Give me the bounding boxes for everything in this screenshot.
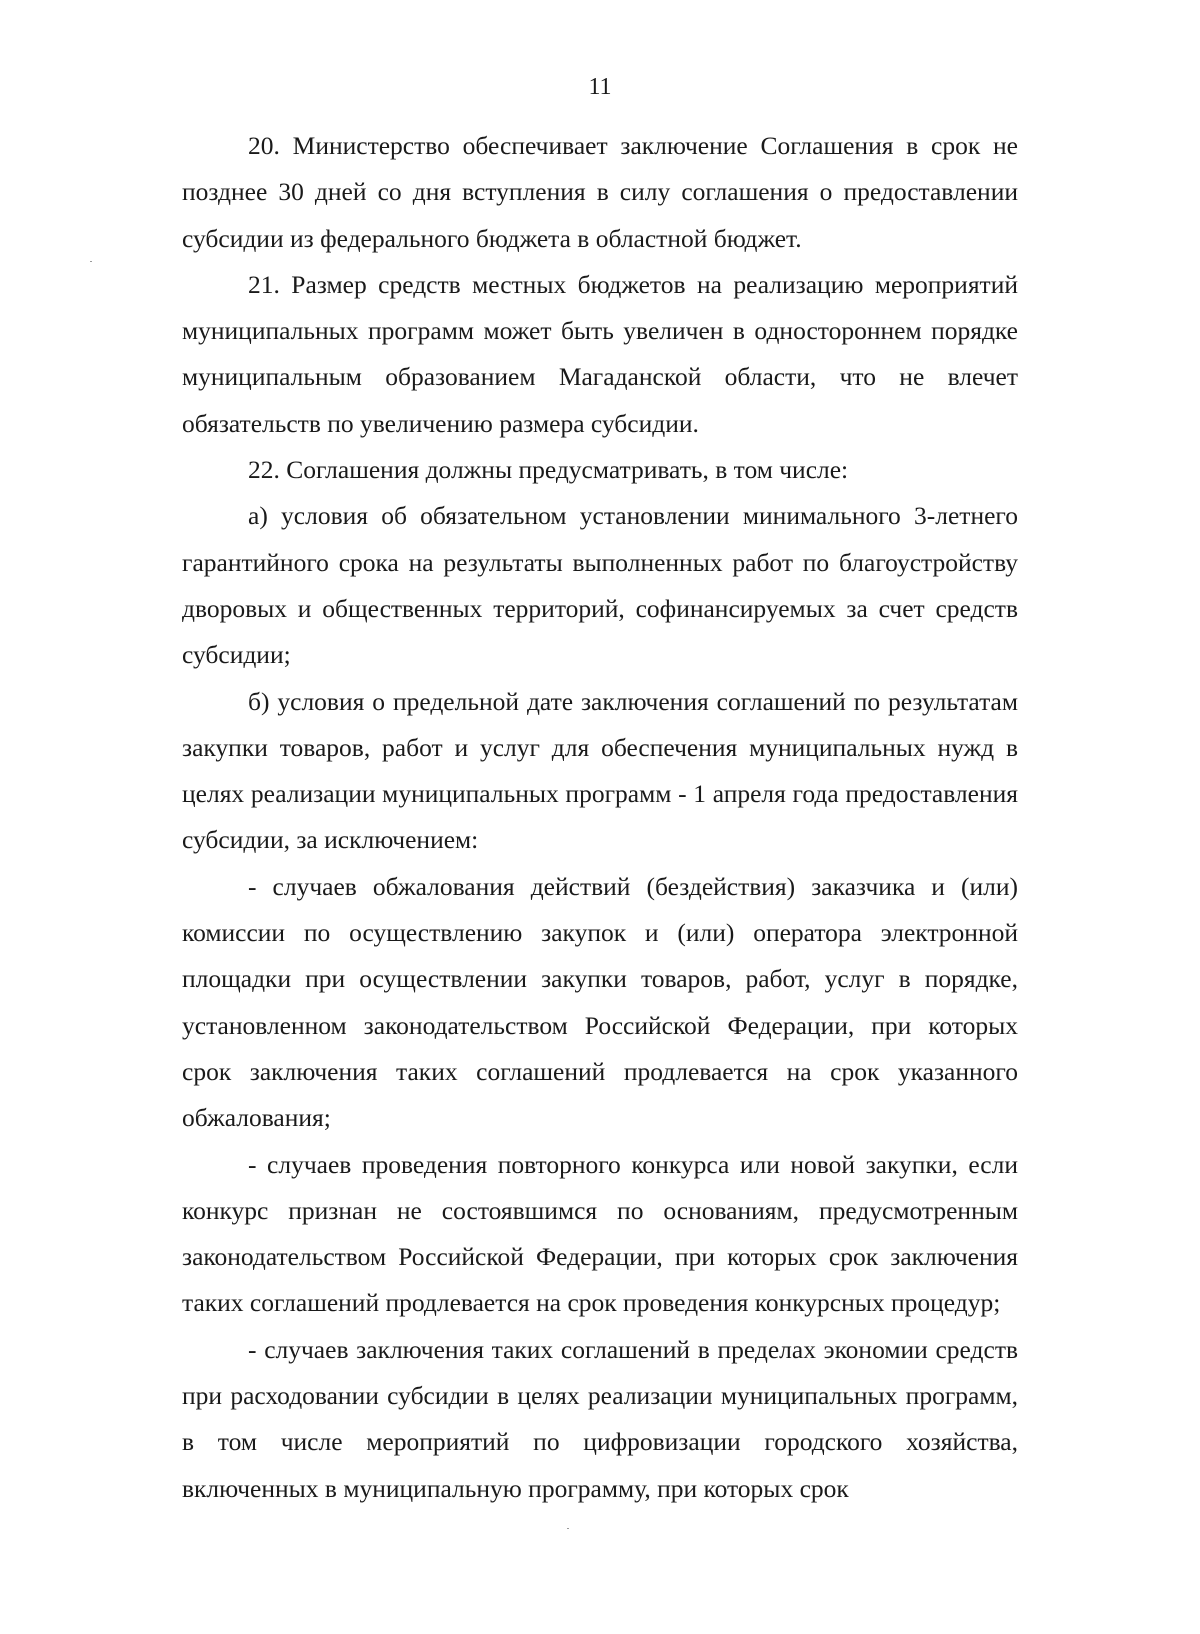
document-body xyxy=(182,123,1018,1512)
paragraph-21: 21. Размер средств местных бюджетов на реализацию мероприятий муниципальных программ может быть увеличен в одностороннем порядке муниципальным образованием Магаданской области, что не влечет обязательств по увеличению размера субсидии. xyxy=(182,269,1018,438)
scan-artifact xyxy=(567,1528,569,1529)
paragraph-20: 20. Министерство обеспечивает заключение Соглашения в срок не позднее 30 дней со дня вступления в силу соглашения о предоставлении субсидии из федерального бюджета в областной бюджет. xyxy=(182,131,1018,253)
paragraph-22-a: а) условия об обязательном установлении минимального 3-летнего гарантийного срока на результаты выполненных работ по благоустройству дворовых и общественных территорий, софинансируемых за счет средств субсидии; xyxy=(182,501,1018,670)
exception-item-repeat-tender: - случаев проведения повторного конкурса или новой закупки, если конкурс признан не состоявшимся по основаниям, предусмотренным законодательством Российской Федерации, при которых срок заключения таких соглашений продлевается на срок проведения конкурсных процедур; xyxy=(182,1149,1018,1318)
exception-item-appeal: - случаев обжалования действий (бездействия) заказчика и (или) комиссии по осуществлению закупок и (или) оператора электронной площадки при осуществлении закупки товаров, работ, услуг в порядке, установленном законодательством Российской Федерации, при которых срок заключения таких соглашений продлевается на срок указанного обжалования; xyxy=(182,871,1018,1133)
exception-item-savings: - случаев заключения таких соглашений в пределах экономии средств при расходовании субсидии в целях реализации муниципальных программ, в том числе мероприятий по цифровизации городского хозяйства, включенных в муниципальную программу, при которых срок xyxy=(182,1334,1018,1503)
paragraph-22-b: б) условия о предельной дате заключения соглашений по результатам закупки товаров, работ и услуг для обеспечения муниципальных нужд в целях реализации муниципальных программ - 1 апреля года предоставления субсидии, за исключением: xyxy=(182,686,1018,855)
scan-artifact xyxy=(90,261,92,262)
page-number: 11 xyxy=(588,74,612,100)
paragraph-22: 22. Соглашения должны предусматривать, в том числе: xyxy=(248,455,849,485)
